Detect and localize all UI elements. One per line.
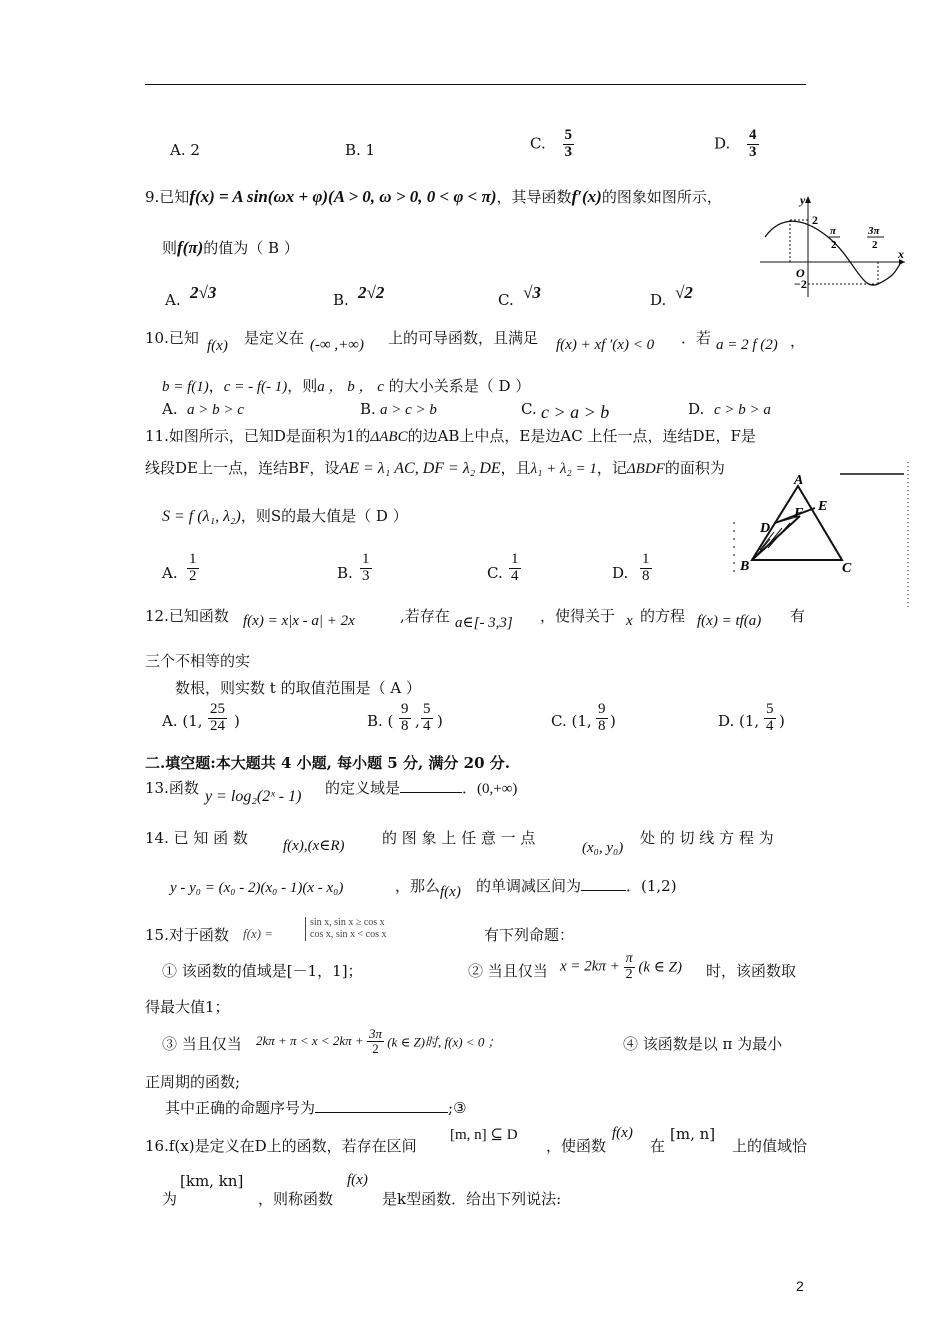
fig-label-A: A — [794, 473, 804, 488]
q8-option-c — [530, 128, 574, 161]
q12-has: 有 — [790, 607, 806, 625]
q15-prop2-tail: 时，该函数取 — [706, 962, 797, 980]
graph-tick-neg2: −2 — [794, 277, 807, 291]
q12-line3: 数根，则实数 t 的取值范围是（ A ） — [175, 679, 421, 697]
q13-blank — [400, 792, 462, 793]
q10-condition: f(x) + xf ′(x) < 0 — [556, 337, 655, 353]
q16-line2b: ，则称函数 — [258, 1190, 334, 1208]
q15-fx: f(x) = — [243, 926, 274, 941]
q10-options: A. a > b > c B. a > c > b C. c > a > b D. c > b > a — [162, 400, 771, 422]
graph-tick-pi: π — [830, 225, 837, 237]
q16-fx2: f(x) — [347, 1172, 368, 1188]
q9-function-expression: f(x) = A sin(ωx + φ)(A > 0, ω > 0, 0 < φ < π) — [189, 187, 497, 206]
q10-comma: ， — [790, 332, 806, 350]
fig-label-B: B — [740, 559, 750, 574]
q12-such-that: ，使得关于 — [540, 607, 616, 625]
q11-line3: S = f (λ₁, λ₂)，则S的最大值是（ D ） — [162, 507, 408, 525]
q9-derivative: f′(x) — [571, 187, 602, 206]
q16-interval-mn2: [m, n] — [670, 1125, 716, 1143]
q14-fx: f(x),(x∈R) — [283, 838, 345, 854]
q14-c: 处 的 切 线 方 程 为 — [640, 829, 774, 847]
q16-interval-mn: [m, n] ⊆ D — [450, 1127, 518, 1143]
q13-answer: (0,+∞) — [477, 781, 518, 797]
q8-option-d-label: D. — [714, 134, 731, 153]
q14-point: (x₀, y₀) — [582, 840, 624, 856]
q16-line1c: 在 — [650, 1137, 666, 1155]
q12-line2: 三个不相等的实 — [145, 652, 251, 670]
q14-a: 14. 已 知 函 数 — [145, 829, 248, 847]
q10-text-if: ．若 — [681, 329, 712, 347]
q15-prop4: ④ 该函数是以 π 为最小 — [623, 1035, 783, 1053]
graph-tick-3pi: 3π — [868, 225, 880, 237]
q15-answer: ;③ — [448, 1099, 467, 1117]
q15-prop3: ③ 当且仅当 — [162, 1035, 242, 1053]
q10-a-def: a = 2 f (2) — [716, 337, 778, 353]
graph-y-label: y — [800, 193, 806, 207]
q16-line1b: ，使函数 — [546, 1137, 607, 1155]
q13-domain-text: 的定义域是 ．(0,+∞) — [325, 779, 518, 797]
q10-text-defined: 是定义在 — [244, 329, 305, 347]
q15-prop3-expr: 2kπ + π < x < 2kπ + $\frac{3\pi}{2}$ (k ∈ Z)时, f(x) < 0 ； — [256, 1026, 501, 1056]
q14-then: ，那么 — [395, 877, 441, 895]
q8-option-d-fraction: $\frac{4}{3}$ — [749, 127, 757, 160]
q13-line: 13.函数 — [145, 779, 199, 797]
page-number: 2 — [796, 1278, 804, 1294]
fig-label-C: C — [842, 561, 852, 576]
section-2-heading: 二.填空题:本大题共 4 小题, 每小题 5 分, 满分 20 分. — [145, 754, 510, 772]
q16-line1a: 16.f(x)是定义在D上的函数，若存在区间 — [145, 1137, 417, 1155]
q9-line1: 9.已知f(x) = A sin(ωx + φ)(A > 0, ω > 0, 0 < φ < π)，其导函数f′(x)的图象如图所示， — [145, 187, 722, 206]
q10-interval: (-∞ ,+∞) — [310, 337, 364, 353]
fig-label-F: F — [794, 506, 804, 521]
q16-line1d: 上的值域恰 — [732, 1137, 808, 1155]
q14-interval: 的单调减区间为 ．(1,2) — [476, 877, 677, 895]
q14-fx2: f(x) — [440, 884, 461, 900]
q12-exists: ,若存在 — [400, 607, 450, 625]
q8-option-b: B. 1 — [345, 141, 376, 159]
q8-option-c-fraction: $\frac{5}{3}$ — [564, 127, 572, 160]
q11-options: A. $\frac{1}{2}$ B. $\frac{1}{3}$ C. $\frac{1}{4}$ D. $\frac{1}{8}$ — [162, 551, 650, 584]
q12-arange: a∈[- 3,3] — [455, 615, 513, 631]
q12-equation-label: 的方程 — [640, 607, 686, 625]
q14-tangent-eq: y - y₀ = (x₀ - 2)(x₀ - 1)(x - x₀) — [170, 880, 344, 896]
q15-prop2: ② 当且仅当 — [468, 962, 548, 980]
q8-option-a: A. 2 — [170, 141, 200, 159]
q15-prop2-cont: 得最大值1； — [145, 998, 230, 1016]
q10-line2: b = f(1)，c = - f(- 1)，则a ， b ， c 的大小关系是（ D ） — [162, 377, 531, 395]
q10-line1: 10.已知 — [145, 329, 199, 347]
q14-blank — [581, 890, 626, 891]
graph-tick-2: 2 — [812, 213, 818, 227]
q16-line2a: 为 — [162, 1190, 178, 1208]
q15-prop2-expr: x = 2kπ + $\frac{\pi}{2}$ (k ∈ Z) — [560, 951, 682, 982]
q9-f-pi: f(π) — [177, 238, 204, 257]
q16-interval-kmn: [km, kn] — [180, 1172, 244, 1190]
q11-line1: 11.如图所示，已知D是面积为1的ΔABC的边AB上中点，E是边AC 上任一点，连结DE，F是 — [145, 427, 756, 445]
q10-text-differentiable: 上的可导函数，且满足 — [388, 329, 539, 347]
q10-fx: f(x) — [207, 338, 228, 354]
q12-line1: 12.已知函数 — [145, 607, 229, 625]
q13-expression: y = log₂(2ˣ - 1) — [205, 788, 302, 805]
svg-text:2: 2 — [831, 239, 837, 251]
q9-line2: 则f(π)的值为（ B ） — [162, 238, 299, 257]
q15-intro: 15.对于函数 — [145, 926, 229, 944]
q15-prop4-cont: 正周期的函数; — [145, 1073, 241, 1091]
q11-triangle-figure — [730, 462, 920, 607]
q12-equation: f(x) = tf(a) — [697, 613, 762, 629]
q9-options: A. 2√3 B. 2√2 C. √3 D. √2 — [165, 283, 693, 309]
fig-label-D: D — [760, 521, 771, 536]
q15-blank — [315, 1112, 448, 1113]
q15-cases: sin x, sin x ≥ cos x cos x, sin x < cos x — [305, 917, 386, 941]
graph-x-label: x — [898, 247, 904, 261]
q15-conclusion: 其中正确的命题序号为 ;③ — [165, 1099, 467, 1117]
q12-options: A. (1, $\frac{25}{24}$ ) B. ( $\frac{9}{8}$ , $\frac{5}{4}$ ) C. (1, $\frac{9}{8}$ ) D. (1, $\frac{5}{4}$ ) — [162, 701, 785, 734]
q15-intro-tail: 有下列命题： — [484, 926, 575, 944]
q16-line2c: 是k型函数．给出下列说法: — [382, 1190, 562, 1208]
q11-line2: 线段DE上一点，连结BF，设AE = λ₁ AC, DF = λ₂ DE，且λ₁ + λ₂ = 1，记ΔBDF的面积为 — [145, 459, 725, 477]
q15-prop1: ① 该函数的值域是[－1，1]； — [162, 962, 363, 980]
svg-text:2: 2 — [872, 239, 878, 251]
q12-x: x — [626, 613, 633, 629]
fig-label-E: E — [818, 499, 828, 514]
header-rule — [145, 84, 806, 85]
q8-option-c-label: C. — [530, 134, 546, 153]
q8-option-d — [714, 128, 759, 161]
graph-origin: O — [796, 266, 805, 280]
q16-fx: f(x) — [612, 1125, 633, 1141]
q14-b: 的 图 象 上 任 意 一 点 — [382, 829, 536, 847]
q12-fdef: f(x) = x|x - a| + 2x — [243, 613, 355, 629]
q9-derivative-graph — [760, 192, 910, 302]
